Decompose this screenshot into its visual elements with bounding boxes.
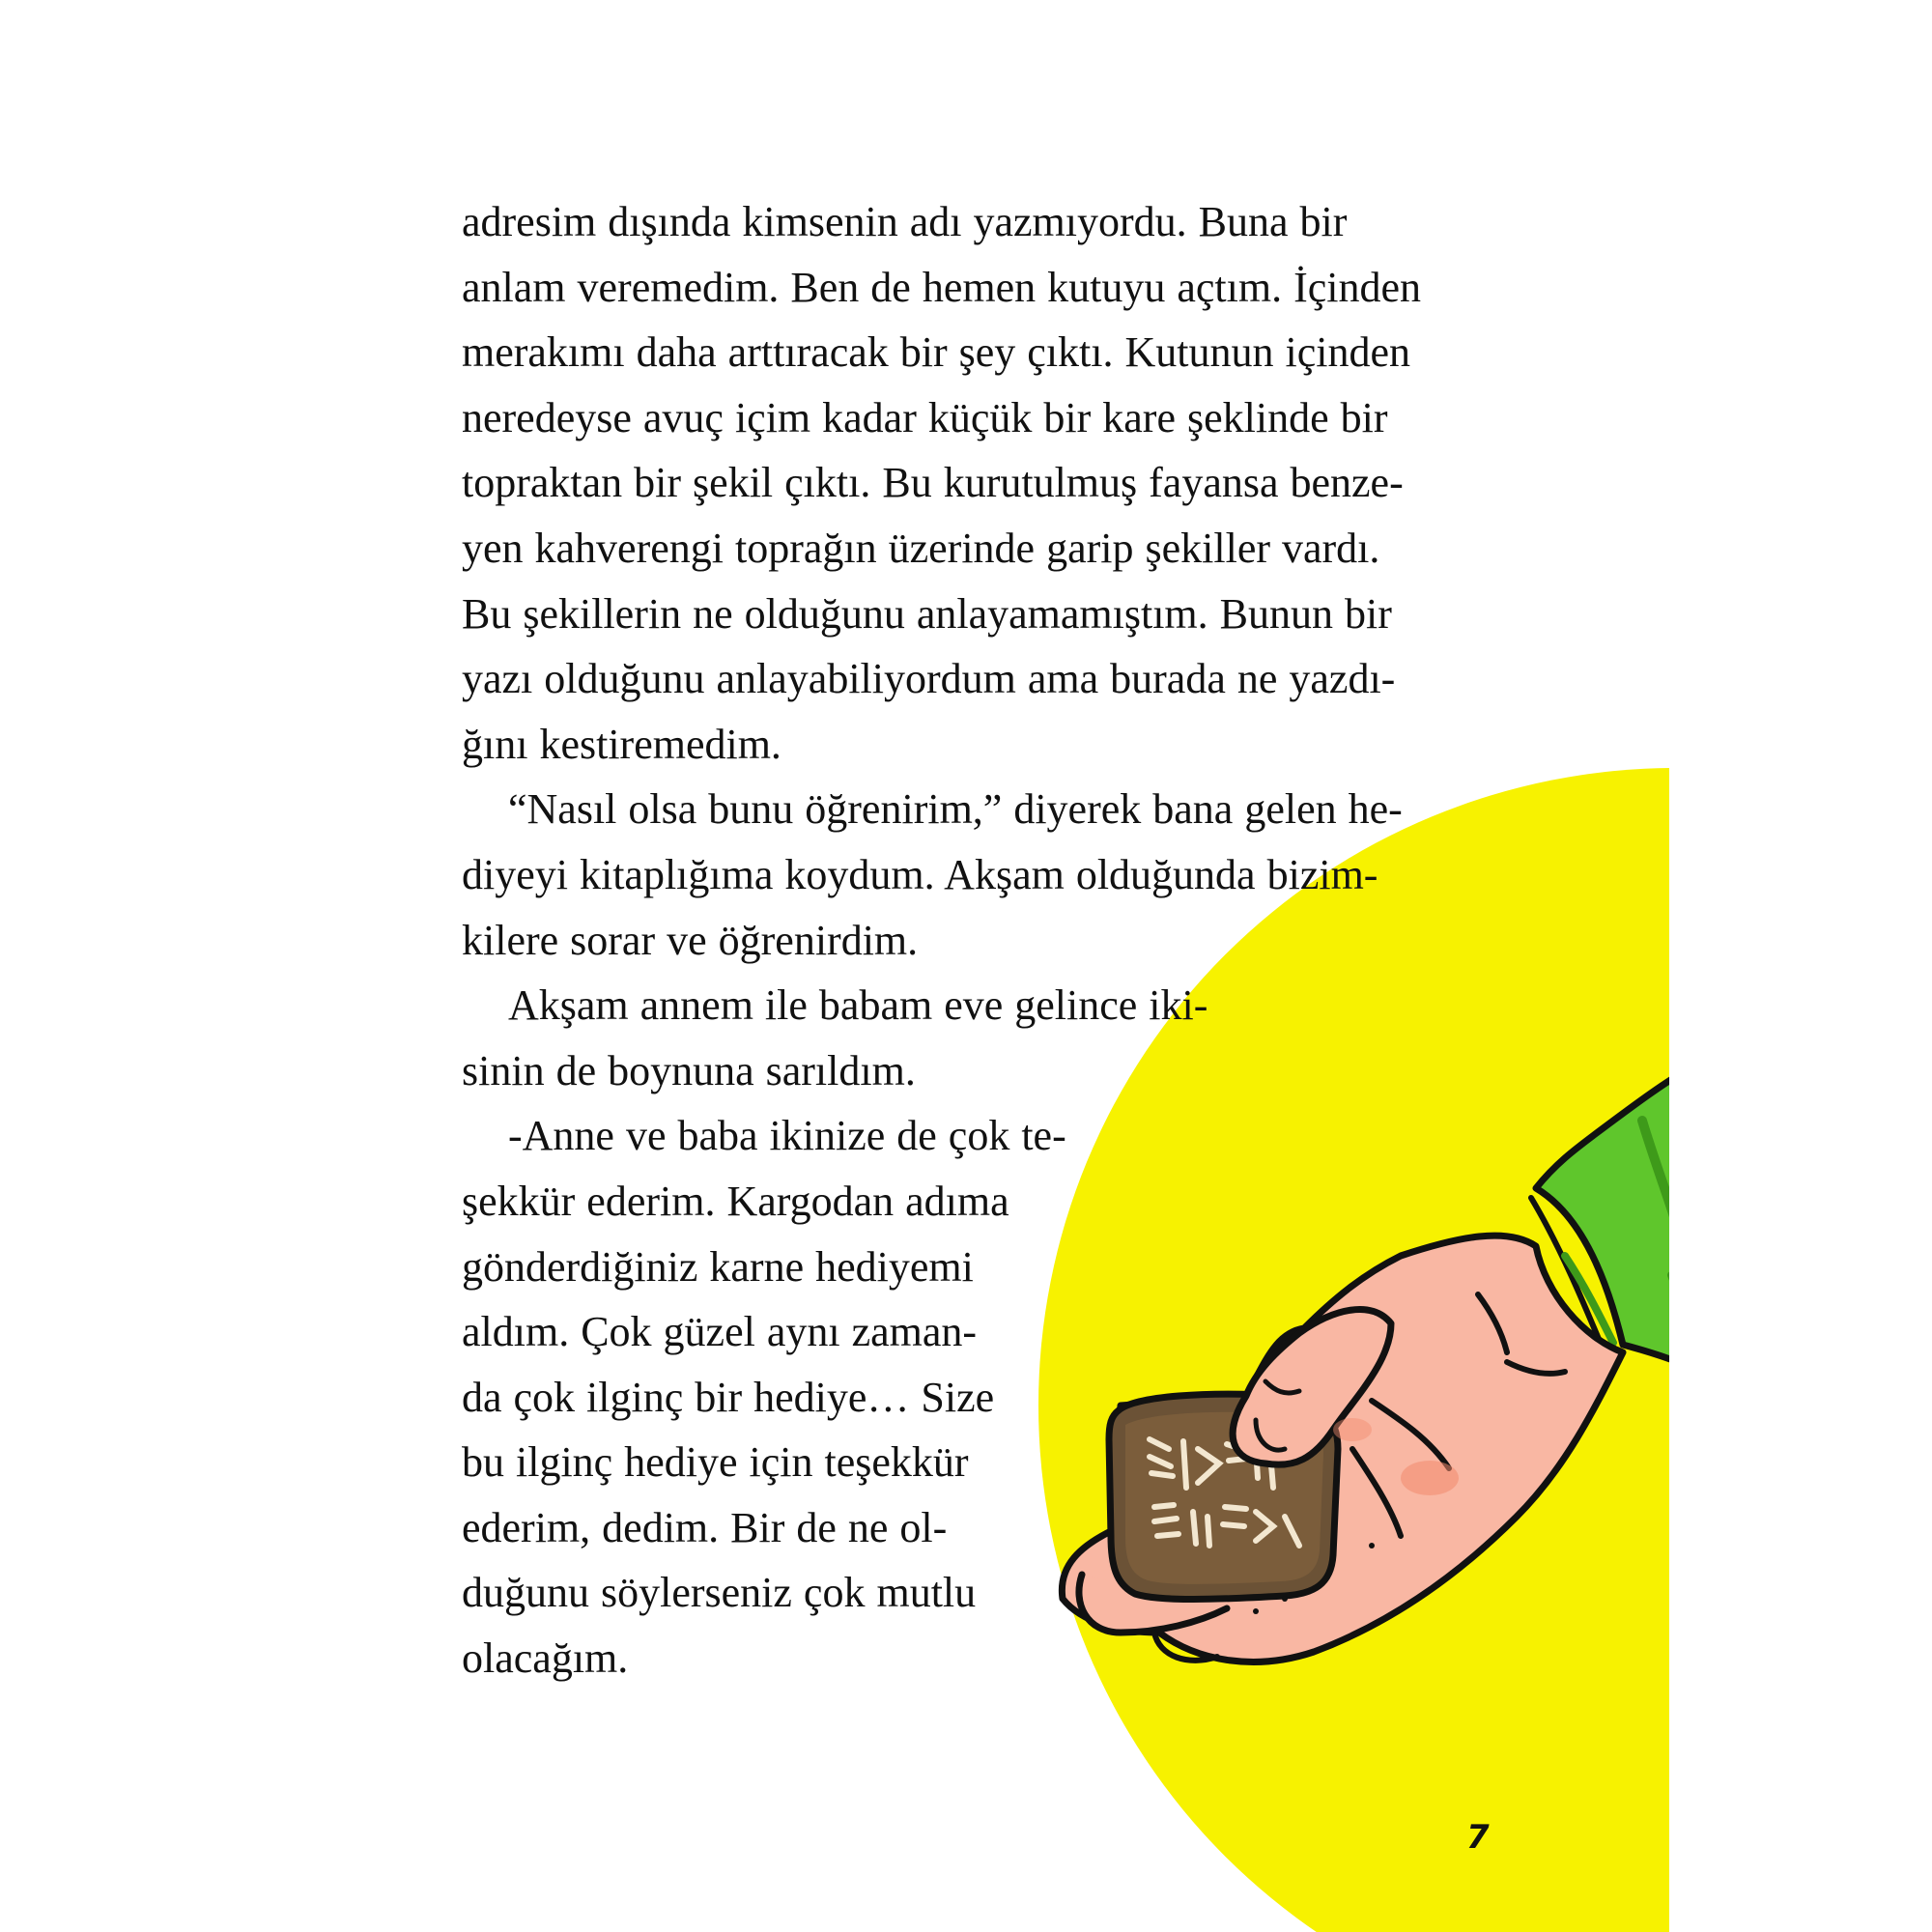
text-line: bu ilginç hediye için teşekkür xyxy=(462,1438,969,1487)
paragraph-4 xyxy=(462,1103,1486,1690)
text-line: yen kahverengi toprağın üzerinde garip şekiller vardı. xyxy=(462,524,1380,572)
text-line: duğunu söylerseniz çok mutlu xyxy=(462,1569,977,1617)
text-line: aldım. Çok güzel aynı zaman- xyxy=(462,1308,978,1356)
text-line: diyeyi kitaplığıma koydum. Akşam olduğunda bizim- xyxy=(462,850,1378,898)
text-line: -Anne ve baba ikinize de çok te- xyxy=(508,1112,1066,1160)
text-line: ederim, dedim. Bir de ne ol- xyxy=(462,1503,948,1551)
paragraph-1 xyxy=(462,189,1486,777)
page-number: 7 xyxy=(1466,1818,1490,1857)
text-line: Akşam annem ile babam eve gelince iki- xyxy=(508,981,1208,1030)
text-line: gönderdiğiniz karne hediyemi xyxy=(462,1242,974,1291)
paragraph-2 xyxy=(462,777,1486,973)
text-line: da çok ilginç bir hediye… Size xyxy=(462,1373,995,1421)
text-line: sinin de boynuna sarıldım. xyxy=(462,1046,916,1094)
text-line: anlam veremedim. Ben de hemen kutuyu açtım. İçinden xyxy=(462,263,1422,311)
text-line: adresim dışında kimsenin adı yazmıyordu. Buna bir xyxy=(462,198,1348,245)
paragraph-3 xyxy=(462,973,1486,1103)
text-line: yazı olduğunu anlayabiliyordum ama burada ne yazdı- xyxy=(462,655,1396,703)
story-text xyxy=(462,189,1486,1691)
text-line: neredeyse avuç içim kadar küçük bir kare şeklinde bir xyxy=(462,393,1388,441)
text-line: kilere sorar ve öğrenirdim. xyxy=(462,916,919,964)
text-line: olacağım. xyxy=(462,1634,629,1683)
text-line: Bu şekillerin ne olduğunu anlayamamıştım. Bunun bir xyxy=(462,589,1392,638)
text-line: topraktan bir şekil çıktı. Bu kurutulmuş fayansa benze- xyxy=(462,459,1404,507)
text-line: “Nasıl olsa bunu öğrenirim,” diyerek bana gelen he- xyxy=(508,785,1403,834)
text-line: şekkür ederim. Kargodan adıma xyxy=(462,1177,1009,1225)
text-line: merakımı daha arttıracak bir şey çıktı. Kutunun içinden xyxy=(462,328,1411,377)
text-line: ğını kestiremedim. xyxy=(462,720,781,768)
